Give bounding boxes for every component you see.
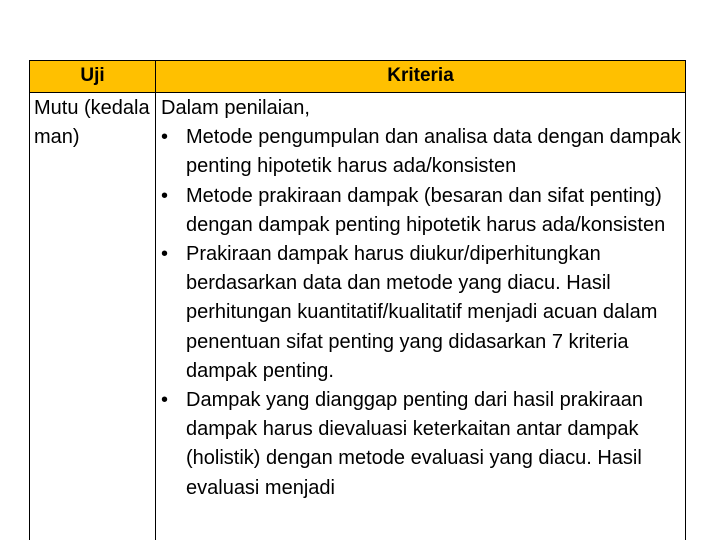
kriteria-item-text: Prakiraan dampak harus diukur/diperhitungkan berdasarkan data dan metode yang diacu. Hasil perhitungan kuantitatif/kualitatif menjadi acuan dalam penentuan sifat penting yang didasarkan 7 kriteria dampak penting. xyxy=(186,243,658,382)
bullet-glyph: • xyxy=(161,389,169,412)
bullet-glyph: • xyxy=(161,126,169,149)
kriteria-item xyxy=(161,240,687,386)
uji-cell: Mutu (kedalaman) xyxy=(34,97,150,149)
kriteria-item xyxy=(161,182,687,240)
header-kriteria: Kriteria xyxy=(387,65,454,86)
kriteria-item-text: Metode pengumpulan dan analisa data dengan dampak penting hipotetik harus ada/konsisten xyxy=(186,126,681,178)
header-uji: Uji xyxy=(80,65,105,86)
kriteria-item-text: Dampak yang dianggap penting dari hasil prakiraan dampak harus dievaluasi keterkaitan antar dampak (holistik) dengan metode evaluasi yang diacu. Hasil evaluasi menjadi xyxy=(186,389,643,499)
kriteria-cell xyxy=(161,94,687,503)
kriteria-list xyxy=(161,123,687,503)
bullet-glyph: • xyxy=(161,184,169,207)
criteria-table xyxy=(29,60,686,540)
kriteria-item xyxy=(161,123,687,181)
kriteria-item xyxy=(161,386,687,503)
table-header-row xyxy=(30,61,685,93)
kriteria-item-text: Metode prakiraan dampak (besaran dan sifat penting) dengan dampak penting hipotetik harus ada/konsisten xyxy=(186,184,666,236)
kriteria-intro: Dalam penilaian, xyxy=(161,97,310,119)
column-divider xyxy=(155,61,156,540)
bullet-glyph: • xyxy=(161,243,169,266)
